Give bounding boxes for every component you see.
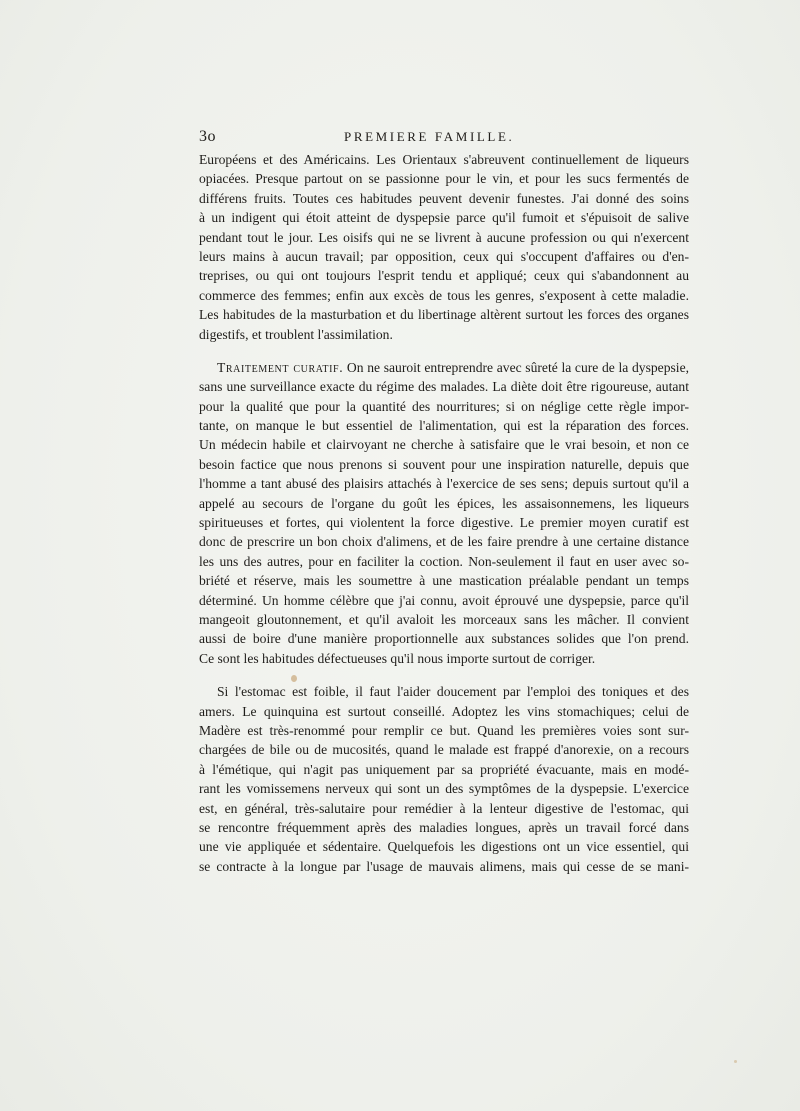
text-line: opiacées. Presque partout on se passionne pour le vin, et pour les sucs fermentés de	[199, 171, 689, 187]
text-line: rant les vomissemens nerveux qui sont un des symptômes de la dyspepsie. L'exercice	[199, 781, 689, 797]
text-line: Un médecin habile et clairvoyant ne cherche à satisfaire que le vrai besoin, et non ce	[199, 437, 689, 453]
text-line: Ce sont les habitudes défectueuses qu'il nous importe surtout de corriger.	[199, 650, 596, 666]
text-line: une vie appliquée et sédentaire. Quelquefois les digestions ont un vice essentiel, qui	[199, 839, 689, 855]
text-line: différens fruits. Toutes ces habitudes peuvent devenir funestes. J'ai donné des soins	[199, 190, 689, 206]
running-title: PREMIERE FAMILLE.	[344, 129, 515, 144]
text-line: spiritueuses et fortes, qui violentent la force digestive. Le premier moyen curatif est	[199, 515, 689, 531]
text-line: se rencontre fréquemment après des maladies longues, après un travail forcé dans	[199, 819, 689, 835]
text-line: donc de prescrire un bon choix d'alimens, et de les faire prendre à une certaine distance	[199, 534, 689, 550]
section-heading: Traitement curatif.	[217, 359, 344, 375]
text-line: chargées de bile ou de mucosités, quand le malade est frappé d'anorexie, on a recours	[199, 742, 689, 758]
text-line-continuation: On ne sauroit entreprendre avec sûreté la cure de la dyspepsie,	[343, 359, 689, 375]
text-line: Les habitudes de la masturbation et du libertinage altèrent surtout les forces des organes	[199, 307, 689, 323]
text-line: est, en général, très-salutaire pour remédier à la lenteur digestive de l'estomac, qui	[199, 800, 689, 816]
text-line: digestifs, et troublent l'assimilation.	[199, 326, 393, 342]
text-line: treprises, ou qui ont toujours l'esprit tendu et appliqué; ceux qui s'abandonnent au	[199, 268, 689, 284]
text-line: besoin factice que nous prenons si souvent pour une inspiration naturelle, depuis que	[199, 456, 689, 472]
text-line: pour la qualité que pour la quantité des nourritures; si on néglige cette règle impor-	[199, 398, 689, 414]
text-line: commerce des femmes; enfin aux excès de tous les genres, s'exposent à cette maladie.	[199, 287, 689, 303]
text-line: aussi de boire d'une manière proportionnelle aux substances solides que l'on prend.	[199, 631, 689, 647]
text-line: Madère est très-renommé pour remplir ce but. Quand les premières voies sont sur-	[199, 722, 689, 738]
text-line: pendant tout le jour. Les oisifs qui ne se livrent à aucune profession ou qui n'exercent	[199, 229, 689, 245]
text-line: briété et réserve, mais les soumettre à une mastication préalable pendant un temps	[199, 573, 689, 589]
text-line: déterminé. Un homme célèbre que j'ai connu, avoit éprouvé une dyspepsie, parce qu'il	[199, 592, 689, 608]
text-line: l'homme a tant abusé des plaisirs attachés à l'exercice de ses sens; depuis surtout qu'il a	[199, 476, 689, 492]
foxing-spot	[734, 1060, 737, 1063]
text-line: mangeoit gloutonnement, et qu'il avaloit les morceaux sans les mâcher. Il convient	[199, 611, 689, 627]
text-line: amers. Le quinquina est surtout conseillé. Adoptez les vins stomachiques; celui de	[199, 703, 689, 719]
text-line: appelé au secours de l'organe du goût les épices, les assaisonnemens, les liqueurs	[199, 495, 689, 511]
text-line: tante, on manque le but essentiel de l'alimentation, qui est la réparation des forces.	[199, 418, 689, 434]
text-line: leurs mains à aucun travail; par opposition, ceux qui s'occupent d'affaires ou d'en-	[199, 248, 689, 264]
page-number: 3o	[199, 128, 216, 145]
text-line: à un indigent qui étoit atteint de dyspepsie parce qu'il fumoit et s'épuisoit de salive	[199, 210, 689, 226]
paragraph-3	[199, 682, 689, 876]
paragraph-2	[199, 358, 689, 668]
foxing-spot	[291, 675, 297, 682]
text-line: Européens et des Américains. Les Orientaux s'abreuvent continuellement de liqueurs	[199, 152, 689, 167]
text-line: à l'émétique, qui n'agit pas uniquement par sa propriété évacuante, mais en modé-	[199, 761, 689, 777]
text-line-first	[199, 358, 689, 377]
page-header	[199, 128, 689, 150]
text-line: se contracte à la longue par l'usage de mauvais alimens, mais qui cesse de se mani-	[199, 858, 689, 874]
text-line: Si l'estomac est foible, il faut l'aider doucement par l'emploi des toniques et des	[217, 684, 689, 700]
text-line: les uns des autres, pour en faciliter la coction. Non-seulement il faut en user avec so-	[199, 553, 689, 569]
body-text	[199, 150, 689, 876]
paragraph-1	[199, 150, 689, 344]
text-line: sans une surveillance exacte du régime des malades. La diète doit être rigoureuse, autant	[199, 379, 689, 395]
